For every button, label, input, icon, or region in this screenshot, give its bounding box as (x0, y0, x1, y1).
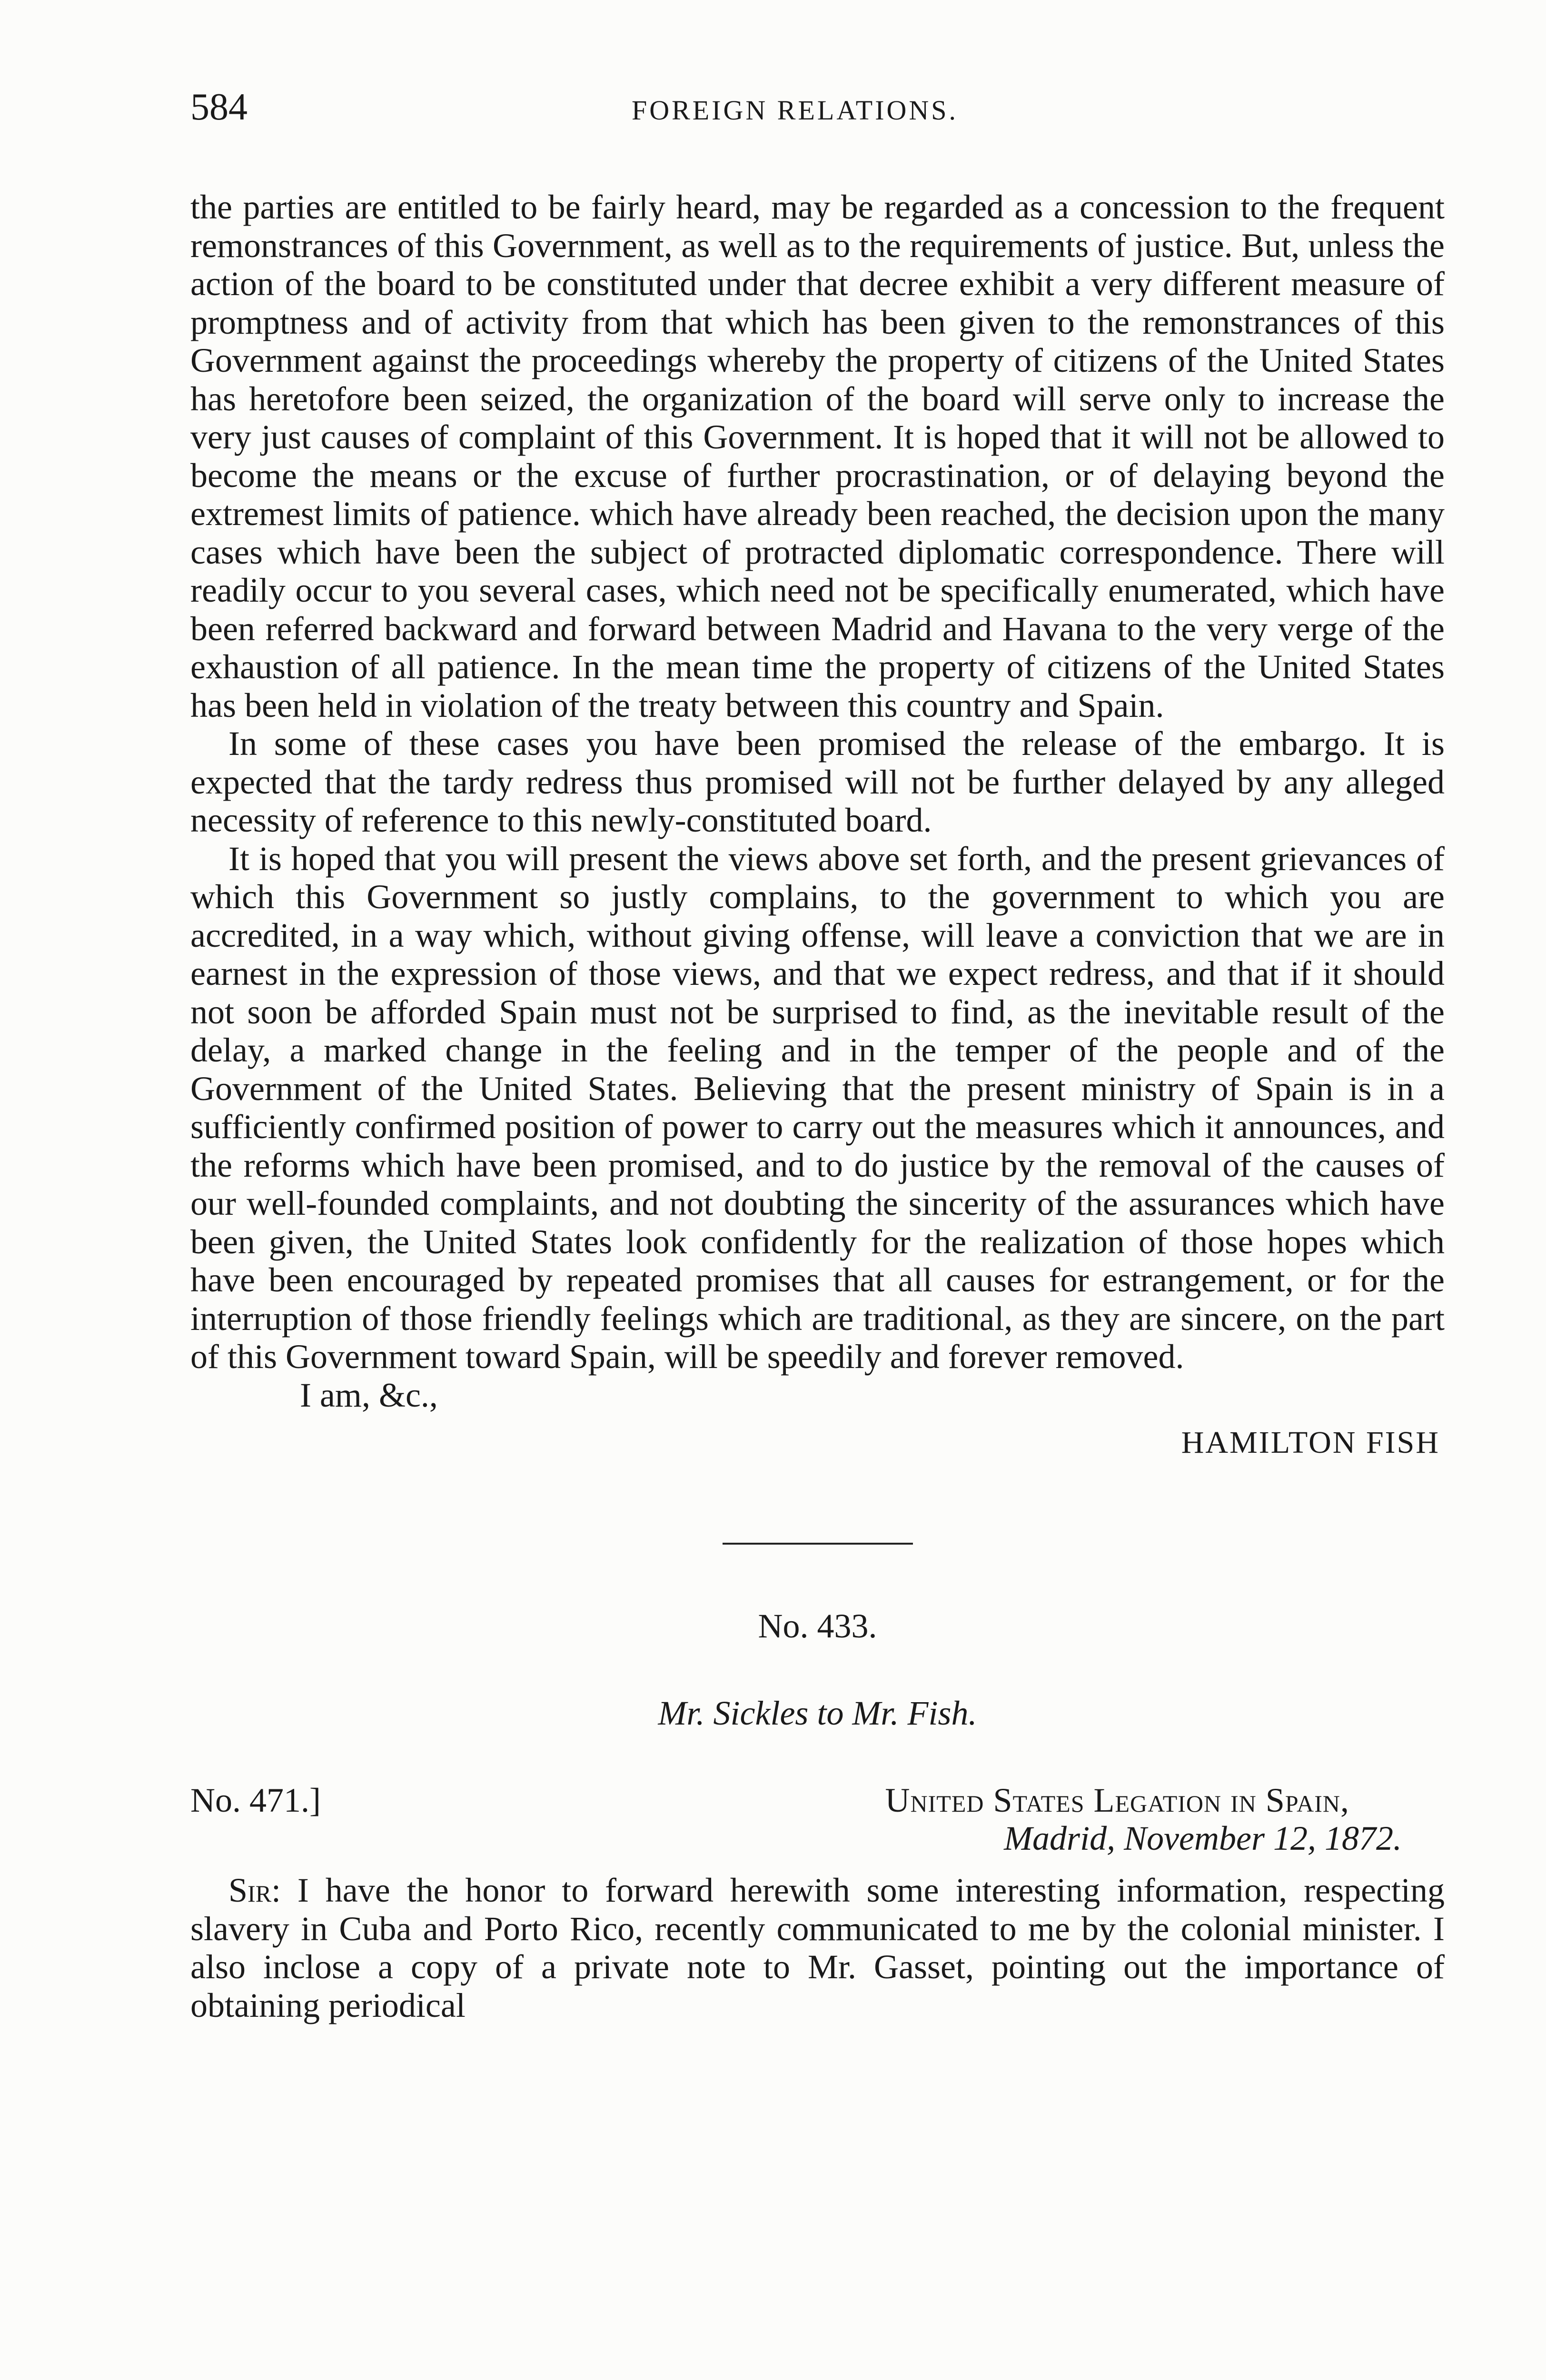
place-date-line: Madrid, November 12, 1872. (1004, 1819, 1402, 1857)
letter-body (190, 1871, 1445, 2024)
running-head (190, 86, 1399, 143)
closing-line: I am, &c., (300, 1376, 438, 1414)
document-number: No. 433. (758, 1607, 877, 1645)
salutation: Sir: (228, 1871, 281, 1909)
legation-line: United States Legation in Spain, (885, 1781, 1349, 1819)
page-number: 584 (190, 86, 248, 128)
signature: HAMILTON FISH (1181, 1425, 1440, 1460)
paragraph-continued: the parties are entitled to be fairly heard, may be regarded as a concession to the frequent remonstrances of this Government, as well as to the requirements of justice. But, unless the action of the board to be constituted under that decree exhibit a very different measure of promptness and of activity from that which has been given to the remonstrances of this Government against the proceedings whereby the property of citizens of the United States has heretofore been seized, the organization of the board will serve only to increase the very just causes of complaint of this Government. It is hoped that it will not be allowed to become the means or the excuse of further procrastination, or of delaying beyond the extremest limits of patience. which have already been reached, the decision upon the many cases which have been the subject of protracted diplomatic correspondence. There will readily occur to you several cases, which need not be specifically enumerated, which have been referred backward and forward between Madrid and Havana to the very verge of the exhaustion of all patience. In the mean time the property of citizens of the United States has been held in violation of the treaty between this country and Spain. (190, 188, 1445, 724)
paragraph-embargo: In some of these cases you have been promised the release of the embargo. It is expected that the tardy redress thus promised will not be further delayed by any alleged necessity of reference to this newly-constituted board. (190, 724, 1445, 839)
letter-text: I have the honor to forward herewith some interesting information, respecting slavery in Cuba and Porto Rico, recently communicated to me by the colonial minister. I also inclose a copy of a private note to Mr. Gasset, pointing out the importance of obtaining periodical (190, 1871, 1445, 2024)
paragraph-views: It is hoped that you will present the views above set forth, and the present grievances of which this Government so justly complains, to the government to which you are accredited, in a way which, without giving offense, will leave a conviction that we are in earnest in the expression of those views, and that we expect redress, and that if it should not soon be afforded Spain must not be surprised to find, as the inevitable result of the delay, a marked change in the feeling and in the temper of the people and of the Government of the United States. Believing that the present ministry of Spain is in a sufficiently confirmed position of power to carry out the measures which it announces, and the reforms which have been promised, and to do justice by the removal of the causes of our well-founded complaints, and not doubting the sincerity of the assurances which have been given, the United States look confidently for the realization of those hopes which have been encouraged by repeated promises that all causes for estrangement, or for the interruption of those friendly feelings which are traditional, as they are sincere, on the part of this Government toward Spain, will be speedily and forever removed. (190, 839, 1445, 1376)
body-text (190, 188, 1445, 2024)
running-title: FOREIGN RELATIONS. (631, 95, 959, 126)
section-divider (723, 1543, 913, 1545)
despatch-number: No. 471.] (190, 1781, 321, 1819)
document-heading: Mr. Sickles to Mr. Fish. (658, 1694, 977, 1732)
dateline (190, 1781, 1445, 1866)
